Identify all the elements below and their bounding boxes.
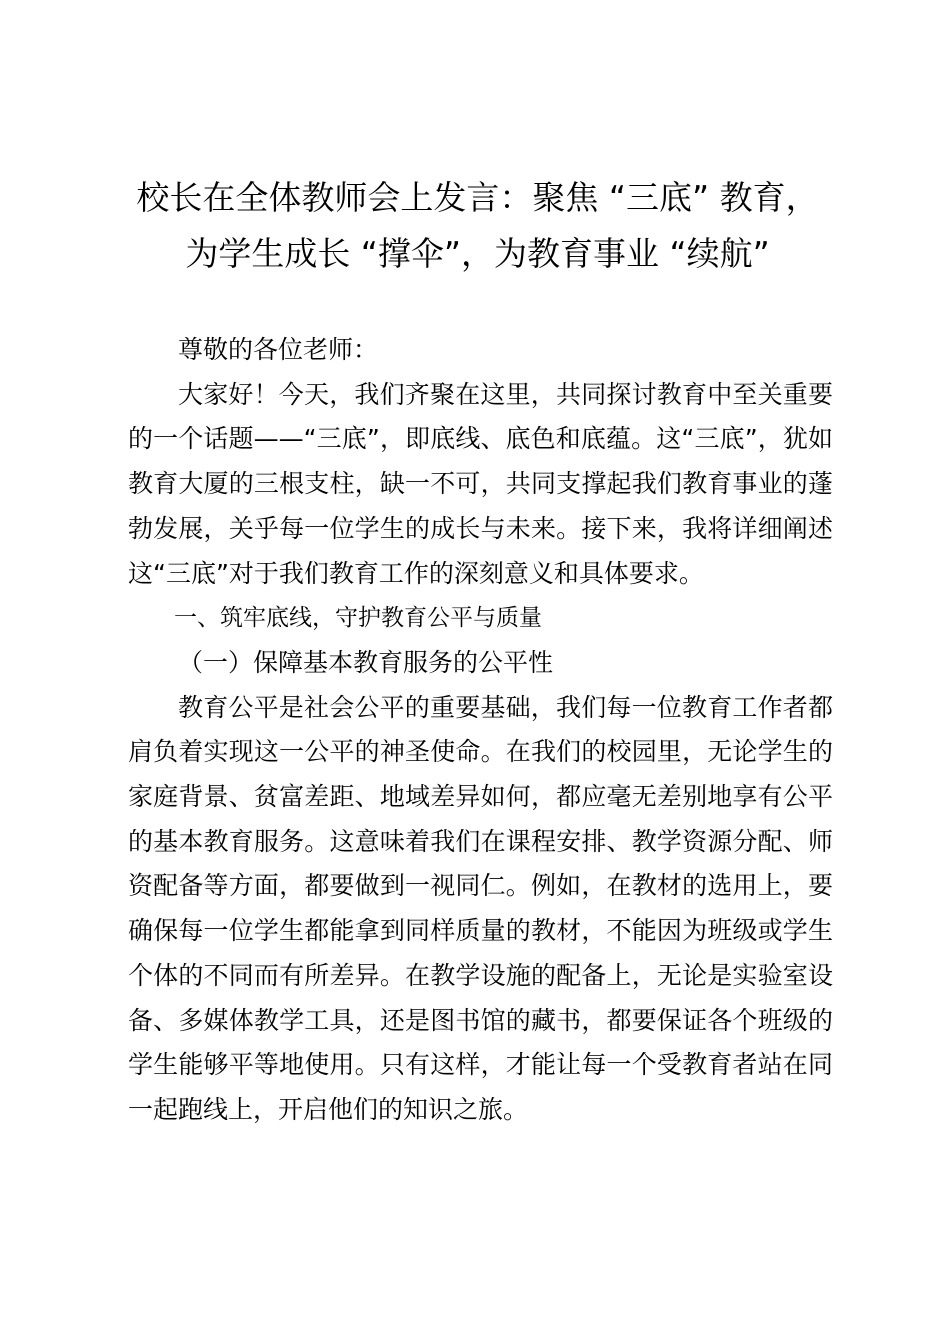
intro-paragraph: 大家好！今天，我们齐聚在这里，共同探讨教育中至关重要的一个话题——“三底”，即底线、底色和底蕴。这“三底”，犹如教育大厦的三根支柱，缺一不可，共同支撑起我们教育事业的蓬勃发展，关乎每一位学生的成长与未来。接下来，我将详细阐述这“三底”对于我们教育工作的深刻意义和具体要求。 [128,379,833,588]
document-body [128,328,833,1133]
body-paragraph: 教育公平是社会公平的重要基础，我们每一位教育工作者都肩负着实现这一公平的神圣使命。在我们的校园里，无论学生的家庭背景、贫富差距、地域差异如何，都应毫无差别地享有公平的基本教育服务。这意味着我们在课程安排、教学资源分配、师资配备等方面，都要做到一视同仁。例如，在教材的选用上，要确保每一位学生都能拿到同样质量的教材，不能因为班级或学生个体的不同而有所差异。在教学设施的配备上，无论是实验室设备、多媒体教学工具，还是图书馆的藏书，都要保证各个班级的学生能够平等地使用。只有这样，才能让每一个受教育者站在同一起跑线上，开启他们的知识之旅。 [128,692,833,1124]
salutation: 尊敬的各位老师： [178,335,379,364]
document-title: 校长在全体教师会上发言：聚焦 “三底” 教育，为学生成长 “撑伞”，为教育事业 “续航” [136,178,819,273]
section-heading-1: 一、筑牢底线，守护教育公平与质量 [174,605,542,632]
subsection-heading-1: （一）保障基本教育服务的公平性 [178,647,554,677]
